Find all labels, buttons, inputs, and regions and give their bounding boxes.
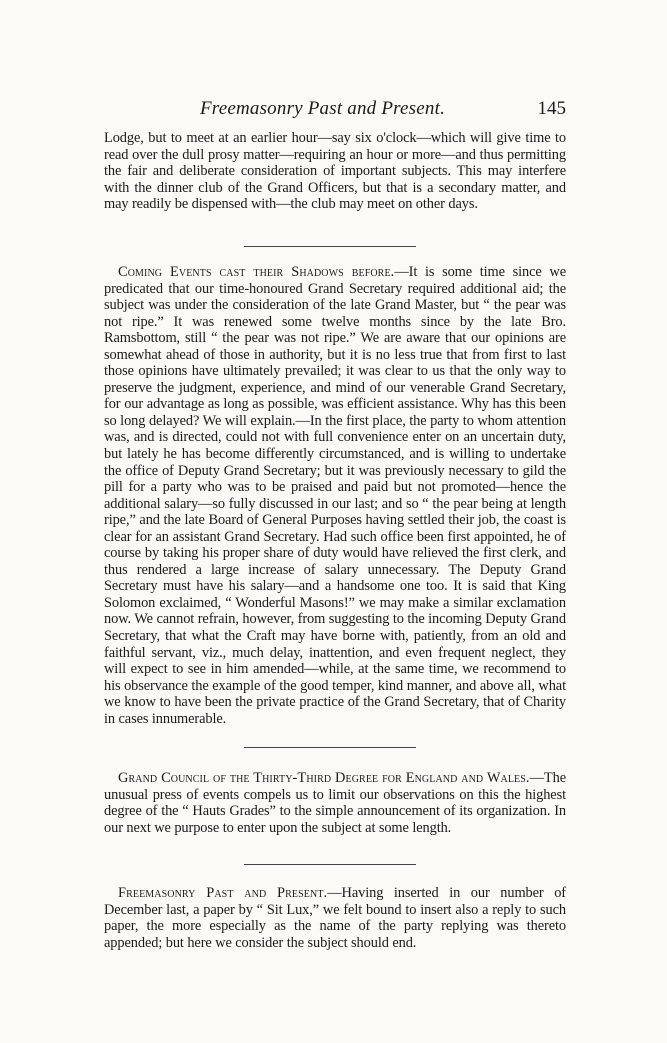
article-heading: Freemasonry Past and Present. [118, 885, 328, 901]
article-paragraph [104, 885, 566, 951]
running-title: Freemasonry Past and Present. [200, 98, 446, 119]
article-grand-council [104, 770, 566, 836]
article-coming-events [104, 264, 566, 727]
article-body: —The unusual press of events compels us to limit our observations on this the highest degree of the “ Hauts Grades” to the simple announcement of its organization. In our next we purpose to enter upon the subject at some length. [104, 770, 566, 836]
section-divider [244, 864, 416, 865]
paragraph-continued [104, 130, 566, 213]
section-divider [244, 747, 416, 748]
article-body: —Having inserted in our number of December last, a paper by “ Sit Lux,” we felt bound to insert also a reply to such paper, the more especially as the name of the party replying was thereto appended; but here we consider the subject should end. [104, 885, 566, 951]
article-freemasonry-past-present [104, 885, 566, 951]
article-body: —It is some time since we predicated that our time-honoured Grand Secretary required additional aid; the subject was under the consideration of the late Grand Master, but “ the pear was not ripe.” It was renewed some twelve months since by the late Bro. Ramsbottom, still “ the pear was not ripe.” We are aware that our opinions are somewhat ahead of those in authority, but it is no less true that from first to last those opinions have ultimately prevailed; it was clear to us that the only way to preserve the judgment, experience, and mind of our venerable Grand Secretary, for our advantage as long as possible, was efficient assistance. Why has this been so long delayed? We will explain.—In the first place, the party to whom attention was, and is directed, could not with full convenience enter on an uncertain duty, but lately he has become differently circumstanced, and is willing to undertake the office of Deputy Grand Secretary; but it was previously necessary to gild the pill for a party who was to be praised and paid but not promoted—hence the additional salary—so fully discussed in our last; and so “ the pear being at length ripe,” and the late Board of General Purposes having settled their job, the coast is clear for an assistant Grand Secretary. Had such office been first appointed, he of course by taking his proper share of duty would have relieved the first clerk, and thus rendered a large increase of salary unnecessary. The Deputy Grand Secretary must have his salary—and a handsome one too. It is said that King Solomon exclaimed, “ Wonderful Masons!” we may make a similar exclamation now. We cannot refrain, however, from suggesting to the incoming Deputy Grand Secretary, that what the Craft may have borne with, patiently, from an old and faithful servant, viz., much delay, inattention, and even frequent neglect, they will expect to see in him amended—while, at the same time, we recommend to his observance the example of the good temper, kind manner, and above all, what we know to have been the private practice of the Grand Secretary, that of Charity in cases innumerable. [104, 264, 566, 727]
article-heading: Grand Council of the Thirty-Third Degree for England and Wales. [118, 770, 530, 786]
running-header [104, 98, 566, 126]
section-divider [244, 246, 416, 247]
article-paragraph [104, 264, 566, 727]
paragraph-text: Lodge, but to meet at an earlier hour—say six o'clock—which will give time to read over the dull prosy matter—requiring an hour or more—and thus permitting the fair and deliberate consideration of important subjects. This may interfere with the dinner club of the Grand Officers, but that is a secondary matter, and may readily be dispensed with—the club may meet on other days. [104, 130, 566, 213]
article-paragraph [104, 770, 566, 836]
page-number: 145 [537, 98, 566, 119]
article-heading: Coming Events cast their Shadows before. [118, 264, 395, 280]
